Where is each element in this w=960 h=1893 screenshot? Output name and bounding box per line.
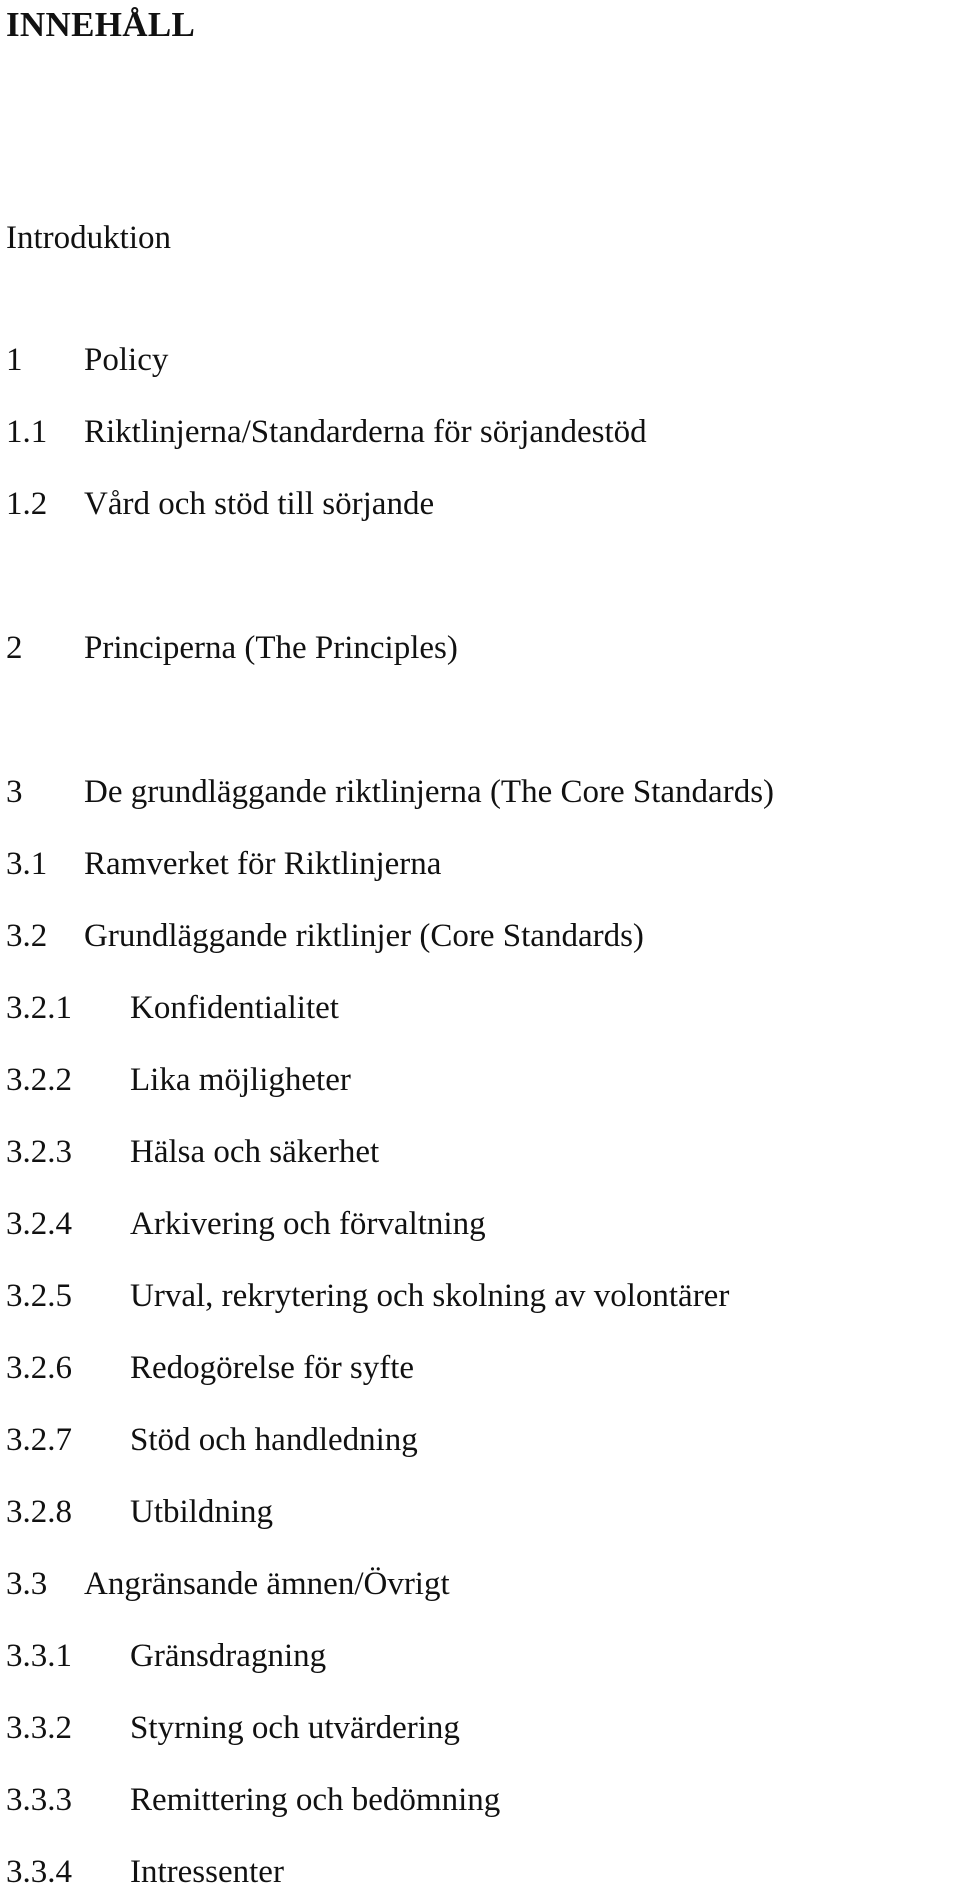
toc-entry-number: 3.3.3 [6,1782,72,1818]
toc-entry-text: Principerna (The Principles) [84,630,458,666]
toc-entry-text: Vård och stöd till sörjande [84,486,435,522]
toc-entry-text: Grundläggande riktlinjer (Core Standards) [84,918,644,954]
toc-entry-number: 3.2 [6,918,48,954]
toc-entry-number: 3.3.2 [6,1710,72,1746]
toc-entry-number: 3.3 [6,1566,48,1602]
toc-entry-text: Intressenter [130,1854,284,1890]
toc-entry-number: 3.2.2 [6,1062,72,1098]
toc-entry-text: Policy [84,342,169,378]
toc-entry-number: 3.2.8 [6,1494,72,1530]
toc-entry-text: Utbildning [130,1494,274,1530]
toc-entry-number: 3.2.5 [6,1278,72,1314]
toc-heading: INNEHÅLL [6,5,196,44]
toc-entry-number: 3.1 [6,846,48,882]
toc-entry-number: 3.2.4 [6,1206,72,1242]
toc-entry-number: 1.1 [6,414,48,450]
toc-entry-number: 2 [6,630,23,666]
toc-entry-text: Riktlinjerna/Standarderna för sörjandestöd [84,414,647,450]
toc-entry-number: 1.2 [6,486,48,522]
toc-entry-number: 3 [6,774,23,810]
toc-entry-text: Ramverket för Riktlinjerna [84,846,442,882]
toc-entry-text: Gränsdragning [130,1638,327,1674]
toc-entry-text: Remittering och bedömning [130,1782,501,1818]
toc-entry-number: 3.2.7 [6,1422,72,1458]
toc-entry-text: Angränsande ämnen/Övrigt [84,1566,450,1602]
toc-entry-text: Arkivering och förvaltning [130,1206,486,1242]
toc-entry-number: 3.3.4 [6,1854,72,1890]
toc-entry-number: 1 [6,342,23,378]
toc-entry-number: 3.2.1 [6,990,72,1026]
toc-entry-text: Stöd och handledning [130,1422,418,1458]
toc-entry-number: 3.3.1 [6,1638,72,1674]
toc-entry-text: Introduktion [6,220,171,256]
toc-entry-text: De grundläggande riktlinjerna (The Core Standards) [84,774,775,810]
toc-entry-text: Redogörelse för syfte [130,1350,415,1386]
toc-entry-text: Konfidentialitet [130,990,339,1026]
toc-entry-number: 3.2.3 [6,1134,72,1170]
toc-entry-text: Styrning och utvärdering [130,1710,460,1746]
toc-entry-text: Urval, rekrytering och skolning av volontärer [130,1278,730,1314]
toc-entry-text: Lika möjligheter [130,1062,351,1098]
toc-entry-text: Hälsa och säkerhet [130,1134,380,1170]
toc-entry-number: 3.2.6 [6,1350,72,1386]
